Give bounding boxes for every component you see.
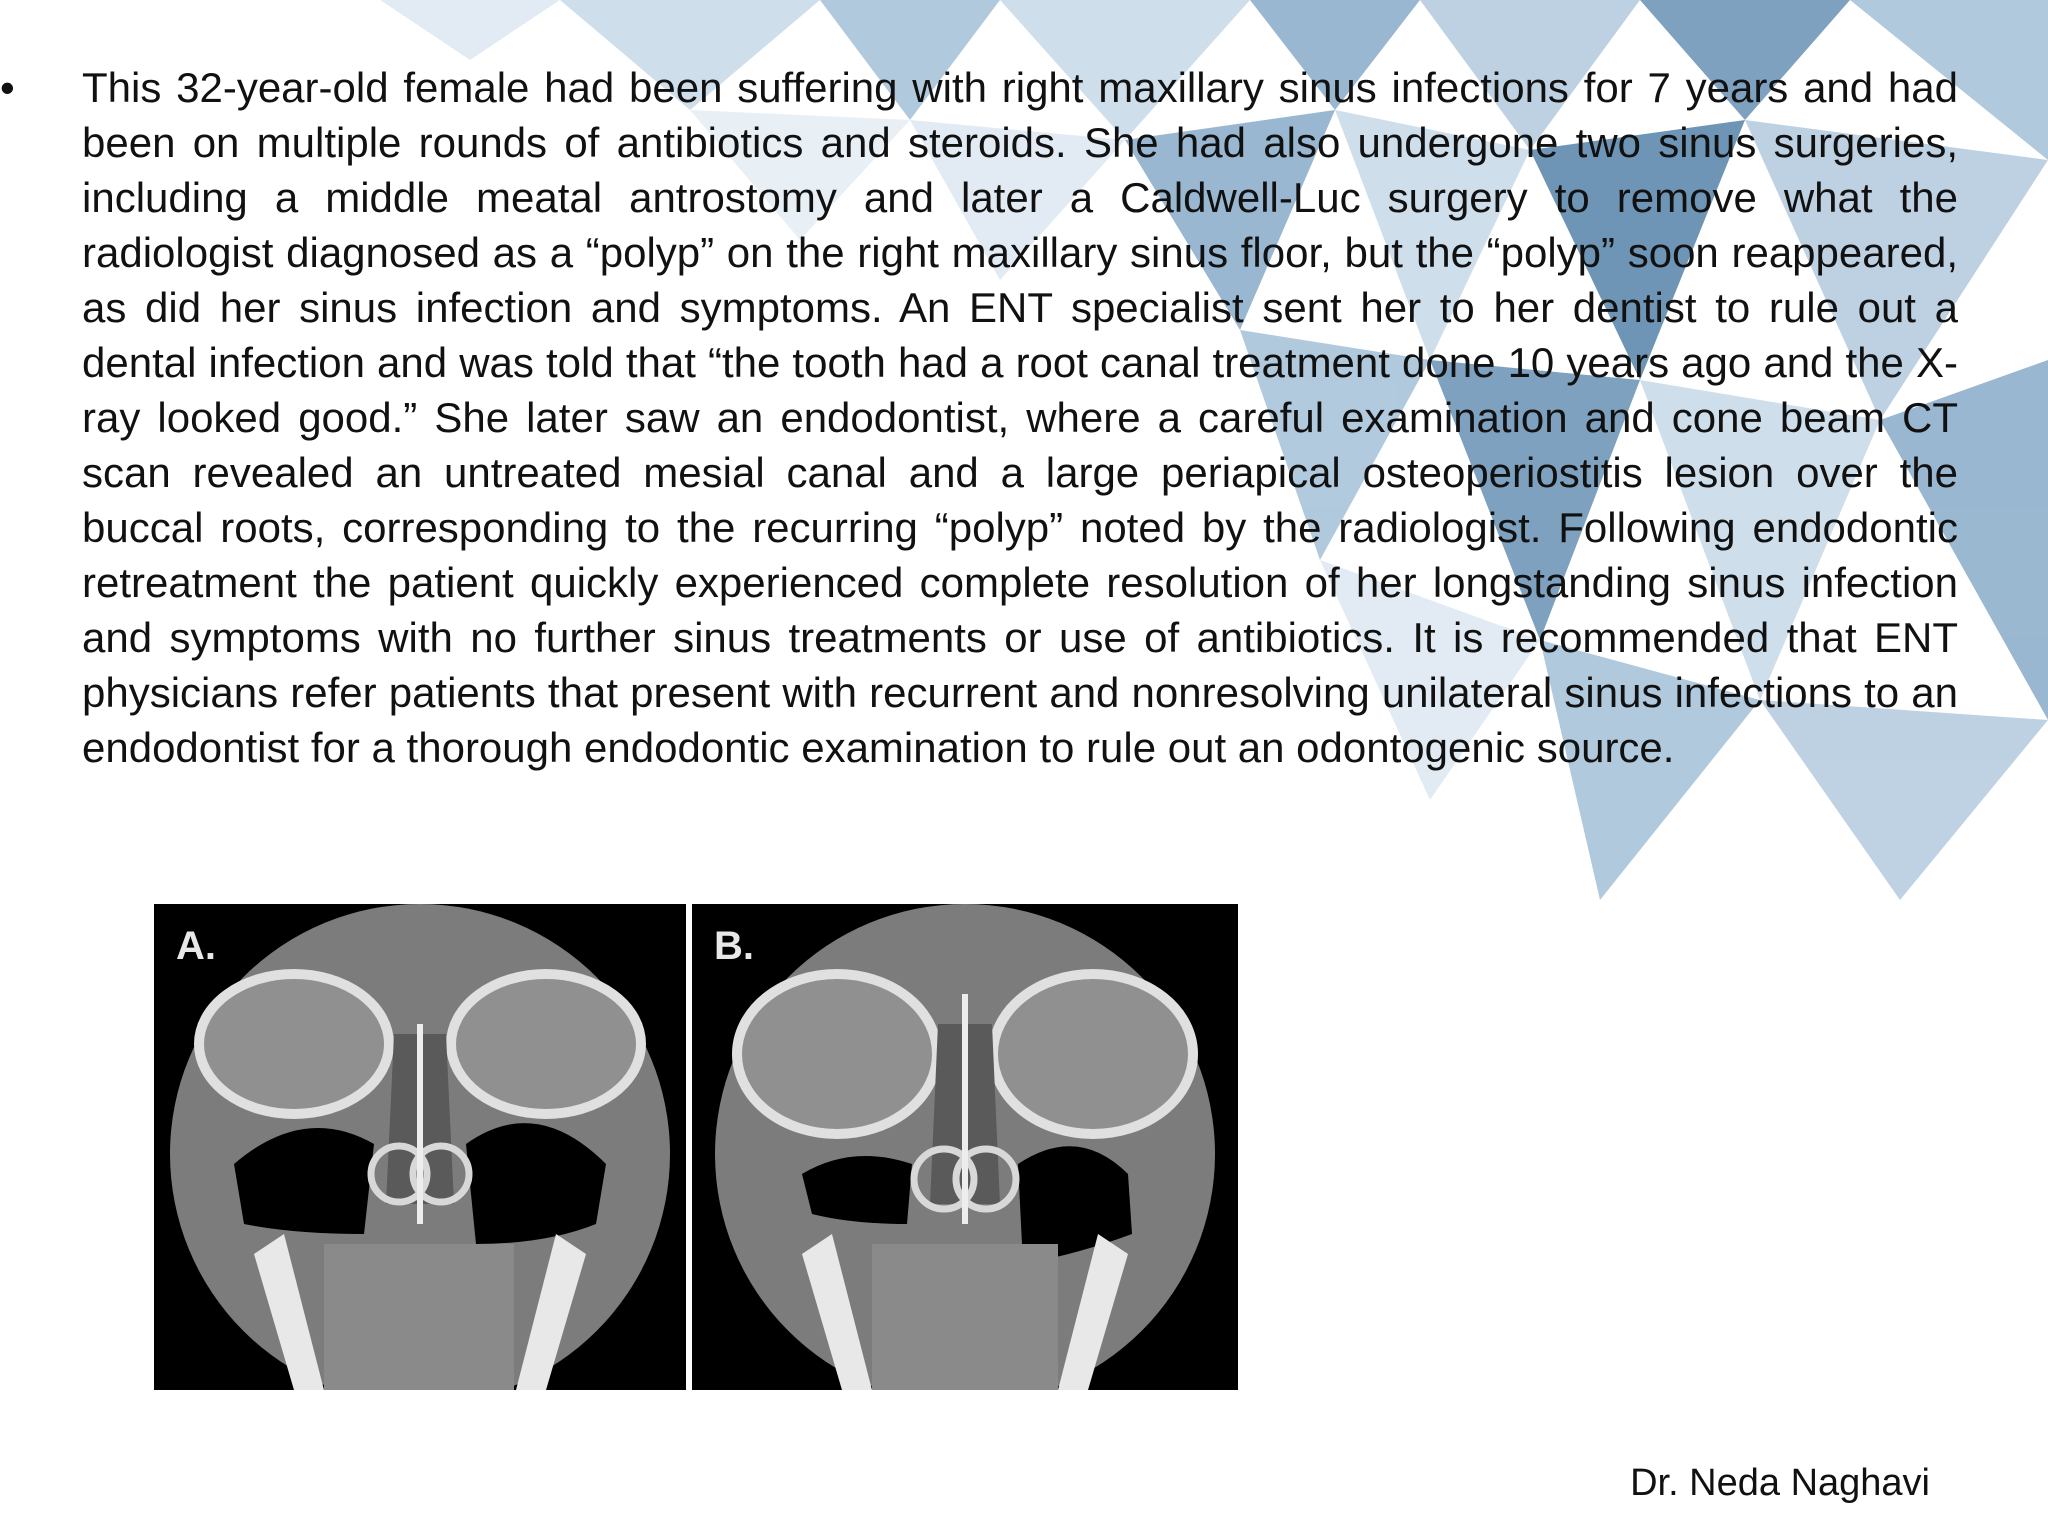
ct-scan-image-a — [154, 904, 686, 1390]
author-credit: Dr. Neda Naghavi — [1630, 1462, 1930, 1504]
case-description-paragraph: This 32-year-old female had been suffering with right maxillary sinus infections for 7 years and had been on multiple rounds of antibiotics and steroids. She had also undergone two sinus surgeries, including a middle meatal antrostomy and later a Caldwell-Luc surgery to remove what the radiologist diagnosed as a “polyp” on the right maxillary sinus floor, but the “polyp” soon reappeared, as did her sinus infection and symptoms. An ENT specialist sent her to her dentist to rule out a dental infection and was told that “the tooth had a root canal treatment done 10 years ago and the X-ray looked good.” She later saw an endodontist, where a careful examination and cone beam CT scan revealed an untreated mesial canal and a large periapical osteoperiostitis lesion over the buccal roots, corresponding to the recurring “polyp” noted by the radiologist. Following endodontic retreatment the patient quickly experienced complete resolution of her longstanding sinus infection and symptoms with no further sinus treatments or use of antibiotics. It is recommended that ENT physicians refer patients that present with recurrent and nonresolving unilateral sinus infections to an endodontist for a thorough endodontic examination to rule out an odontogenic source. — [82, 64, 1958, 771]
panel-a-label: A. — [176, 924, 216, 968]
ct-scan-figure — [154, 904, 1238, 1390]
panel-b-label: B. — [714, 924, 754, 968]
bullet-marker: • — [0, 64, 15, 111]
ct-panel-b — [692, 904, 1238, 1390]
ct-panel-a — [154, 904, 686, 1390]
ct-scan-image-b — [692, 904, 1238, 1390]
